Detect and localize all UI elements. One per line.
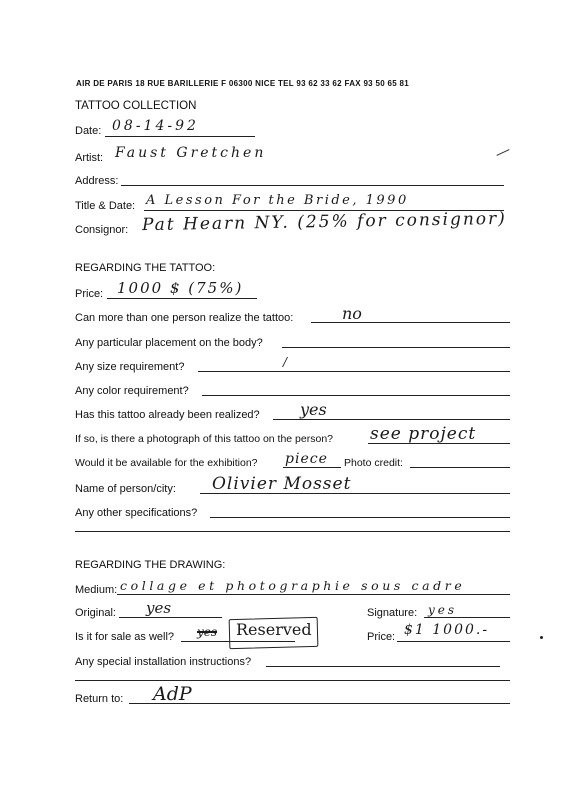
regarding-drawing-heading: REGARDING THE DRAWING: <box>75 559 226 571</box>
original-value: yes <box>146 599 172 617</box>
person-city-value: Olivier Mosset <box>212 474 352 494</box>
size-value: / <box>283 355 288 369</box>
stray-dot-mark <box>540 636 543 639</box>
more-than-one-value: no <box>342 304 362 323</box>
more-than-one-line <box>311 322 510 323</box>
for-sale-value: Reserved <box>236 620 312 639</box>
address-line <box>121 185 504 186</box>
drawing-price-label: Price: <box>367 631 396 643</box>
exhibition-value: piece <box>285 451 328 467</box>
realized-value: yes <box>300 400 327 419</box>
installation-line-2 <box>75 680 510 681</box>
person-city-label: Name of person/city: <box>75 483 176 495</box>
address-label: Address: <box>75 175 119 187</box>
form-title: TATTOO COLLECTION <box>75 100 197 112</box>
color-label: Any color requirement? <box>75 385 189 397</box>
drawing-price-line <box>397 641 510 642</box>
consignor-value: Pat Hearn NY. (25% for consignor) <box>141 208 507 236</box>
exhibition-label: Would it be available for the exhibition? <box>75 457 258 469</box>
date-line <box>105 136 255 137</box>
exhibition-line <box>283 467 341 468</box>
other-specs-line-2 <box>75 531 510 532</box>
medium-value: collage et photographie sous cadre <box>120 578 466 593</box>
title-date-label: Title & Date: <box>75 200 136 212</box>
size-label: Any size requirement? <box>75 361 185 373</box>
price-line <box>107 298 257 299</box>
for-sale-struck-value: yes <box>197 625 218 639</box>
signature-label: Signature: <box>367 607 418 619</box>
original-label: Original: <box>75 607 116 619</box>
photograph-label: If so, is there a photograph of this tattoo on the person? <box>75 433 334 445</box>
photo-credit-line <box>410 467 510 468</box>
realized-line <box>273 419 510 420</box>
consignor-label: Consignor: <box>75 224 129 236</box>
signature-line <box>424 617 510 618</box>
placement-line <box>282 347 510 348</box>
gallery-header: AIR DE PARIS 18 RUE BARILLERIE F 06300 NICE TEL 93 62 33 62 FAX 93 50 65 81 <box>76 79 409 88</box>
medium-label: Medium: <box>75 584 118 596</box>
other-specs-label: Any other specifications? <box>75 507 198 519</box>
other-specs-line <box>210 517 510 518</box>
photo-credit-label: Photo credit: <box>344 457 403 469</box>
size-line <box>198 371 510 372</box>
stray-pen-mark <box>496 149 509 156</box>
regarding-tattoo-heading: REGARDING THE TATTOO: <box>75 262 216 274</box>
price-label: Price: <box>75 288 104 300</box>
date-label: Date: <box>75 125 102 137</box>
return-to-value: AdP <box>153 683 192 705</box>
title-date-value: A Lesson For the Bride, 1990 <box>146 193 409 208</box>
price-value: 1000 $ (75%) <box>117 279 244 297</box>
medium-line <box>117 594 510 595</box>
artist-label: Artist: <box>75 152 104 164</box>
more-than-one-label: Can more than one person realize the tattoo: <box>75 312 294 324</box>
signature-value: yes <box>428 603 458 617</box>
photograph-value: see project <box>370 424 477 444</box>
for-sale-label: Is it for sale as well? <box>75 631 175 643</box>
artist-value: Faust Gretchen <box>115 145 267 161</box>
drawing-price-value: $1 1000.- <box>404 622 490 638</box>
original-line <box>119 617 222 618</box>
date-value: 08-14-92 <box>112 118 199 134</box>
return-to-label: Return to: <box>75 693 124 705</box>
placement-label: Any particular placement on the body? <box>75 337 263 349</box>
installation-line <box>266 666 500 667</box>
realized-label: Has this tattoo already been realized? <box>75 409 260 421</box>
installation-label: Any special installation instructions? <box>75 656 252 668</box>
color-line <box>202 395 510 396</box>
